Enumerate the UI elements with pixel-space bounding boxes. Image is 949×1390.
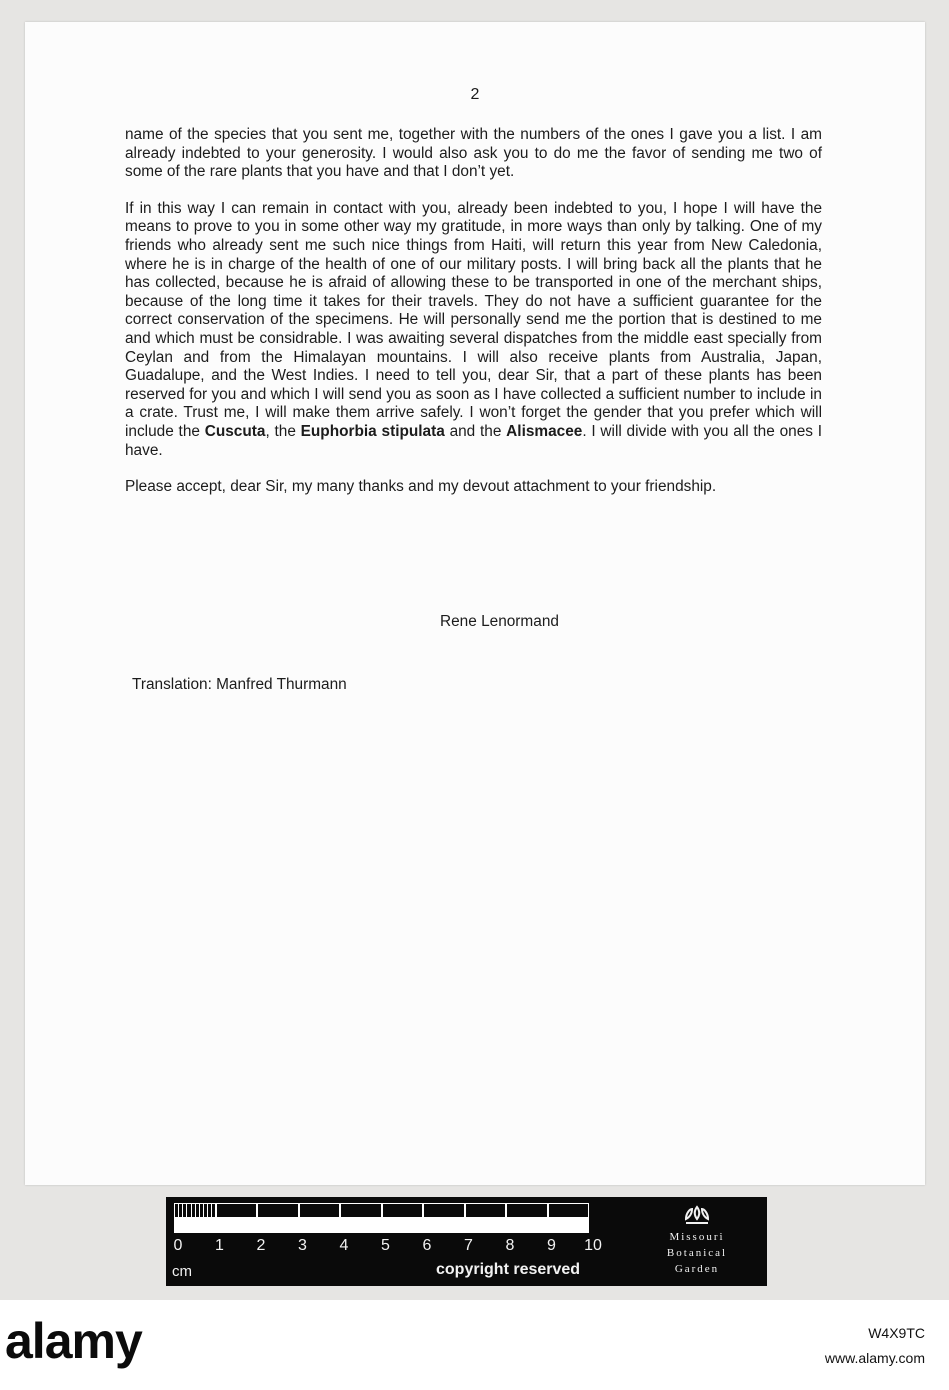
text-run: name of the species that you sent me, together with the numbers of the ones I gave you a list. I am already indebted to your generosity. I would also ask you to do me the favor of sending me two of some of the rare plants that you have and that I don’t yet. (125, 126, 822, 181)
ruler-segment (299, 1218, 341, 1233)
watermark-url: www.alamy.com (824, 1350, 925, 1366)
ruler-segment (382, 1218, 424, 1233)
ruler-mm-tick (216, 1203, 217, 1223)
ruler-segment (423, 1203, 465, 1218)
unit-label: cm (172, 1263, 192, 1280)
ruler-numbers (170, 1237, 600, 1259)
ruler-segment (506, 1203, 548, 1218)
watermark-image-id: W4X9TC (868, 1325, 925, 1341)
ruler-ticks (174, 1203, 586, 1233)
paragraph (125, 126, 822, 182)
ruler-mm-tick (178, 1203, 179, 1223)
watermark-logo: alamy (5, 1313, 142, 1369)
ruler-number: 5 (381, 1237, 390, 1254)
ruler-segment (423, 1218, 465, 1233)
ruler-mm-tick (199, 1203, 200, 1223)
institution-line-3: Garden (674, 1263, 720, 1275)
text-run: Please accept, dear Sir, my many thanks and my devout attachment to your friendship. (125, 478, 717, 496)
watermark-footer (0, 1300, 949, 1390)
ruler-segment (506, 1218, 548, 1233)
ruler-mm-tick (182, 1203, 183, 1223)
ruler-segment (340, 1218, 382, 1233)
text-run: and the (444, 422, 507, 440)
ruler-mm-tick (191, 1203, 192, 1223)
text-run: If in this way I can remain in contact with you, already been indebted to you, I hope I will have the means to prove to you in some other way my gratitude, in more ways than only by talking. One of my friends who already sent me such nice things from Haiti, will return this year from New Caledonia, where he is in charge of the health of one of our military posts. I will bring back all the plants that he has collected, because he is afraid of allowing these to be transported in one of the merchant ships, because of the long time it takes for their travels. They do not have a sufficient guarantee for the correct conservation of the specimens. He will personally send me the portion that is destined to me and which must be considrable. I was awaiting several dispatches from the middle east specially from Ceylan and from the Himalayan mountains. I will also receive plants from Australia, Japan, Guadalupe, and the West Indies. I need to tell you, dear Sir, that a part of these plants has been reserved for you and which I will send you as soon as I have collected a sufficient number to include in a crate. Trust me, I will make them arrive safely. I won’t forget the gender that you prefer which will include the (125, 199, 822, 440)
paragraph (125, 478, 822, 497)
letter-body (125, 126, 822, 497)
ruler-segment (257, 1218, 299, 1233)
ruler-mm-tick (195, 1203, 196, 1223)
ruler-segment (299, 1203, 341, 1218)
ruler-number: 10 (584, 1237, 602, 1254)
species-name: Euphorbia stipulata (300, 422, 445, 440)
ruler-segment (216, 1203, 258, 1218)
species-name: Alismacee (506, 422, 583, 440)
text-run: . I will divide with you all the ones I have. (125, 422, 822, 459)
ruler-number: 8 (505, 1237, 515, 1254)
ruler-number: 7 (464, 1237, 473, 1254)
ruler-segment (465, 1203, 507, 1218)
ruler-number: 3 (298, 1237, 307, 1254)
ruler-number: 6 (422, 1237, 432, 1254)
ruler-number: 1 (215, 1237, 224, 1254)
ruler-segment (340, 1203, 382, 1218)
ruler-mm-tick (203, 1203, 204, 1223)
page-number: 2 (470, 86, 480, 103)
institution-line-2: Botanical (666, 1247, 728, 1259)
translator-credit: Translation: Manfred Thurmann (132, 676, 347, 693)
ruler-segment (216, 1218, 258, 1233)
letter-page (25, 22, 925, 1185)
ruler-mm-tick (211, 1203, 212, 1223)
ruler-number: 4 (339, 1237, 349, 1254)
institution-line-1: Missouri (669, 1231, 725, 1243)
ruler-number: 0 (173, 1237, 183, 1254)
copyright-label: copyright reserved (436, 1261, 581, 1278)
ruler-mm-tick (186, 1203, 187, 1223)
ruler-mm-tick (174, 1203, 175, 1223)
ruler-number: 9 (547, 1237, 556, 1254)
garden-emblem-icon (682, 1205, 712, 1227)
ruler-segment (257, 1203, 299, 1218)
ruler-segment (548, 1218, 590, 1233)
signature: Rene Lenormand (440, 613, 559, 630)
ruler-number: 2 (256, 1237, 266, 1254)
text-run: , the (265, 422, 301, 440)
ruler-segment (382, 1203, 424, 1218)
ruler-mm-tick (207, 1203, 208, 1223)
paragraph (125, 200, 822, 460)
ruler-segment (548, 1203, 590, 1218)
institution-logo (632, 1201, 762, 1285)
species-name: Cuscuta (204, 422, 266, 440)
ruler-segment (465, 1218, 507, 1233)
scale-bar (166, 1197, 767, 1286)
